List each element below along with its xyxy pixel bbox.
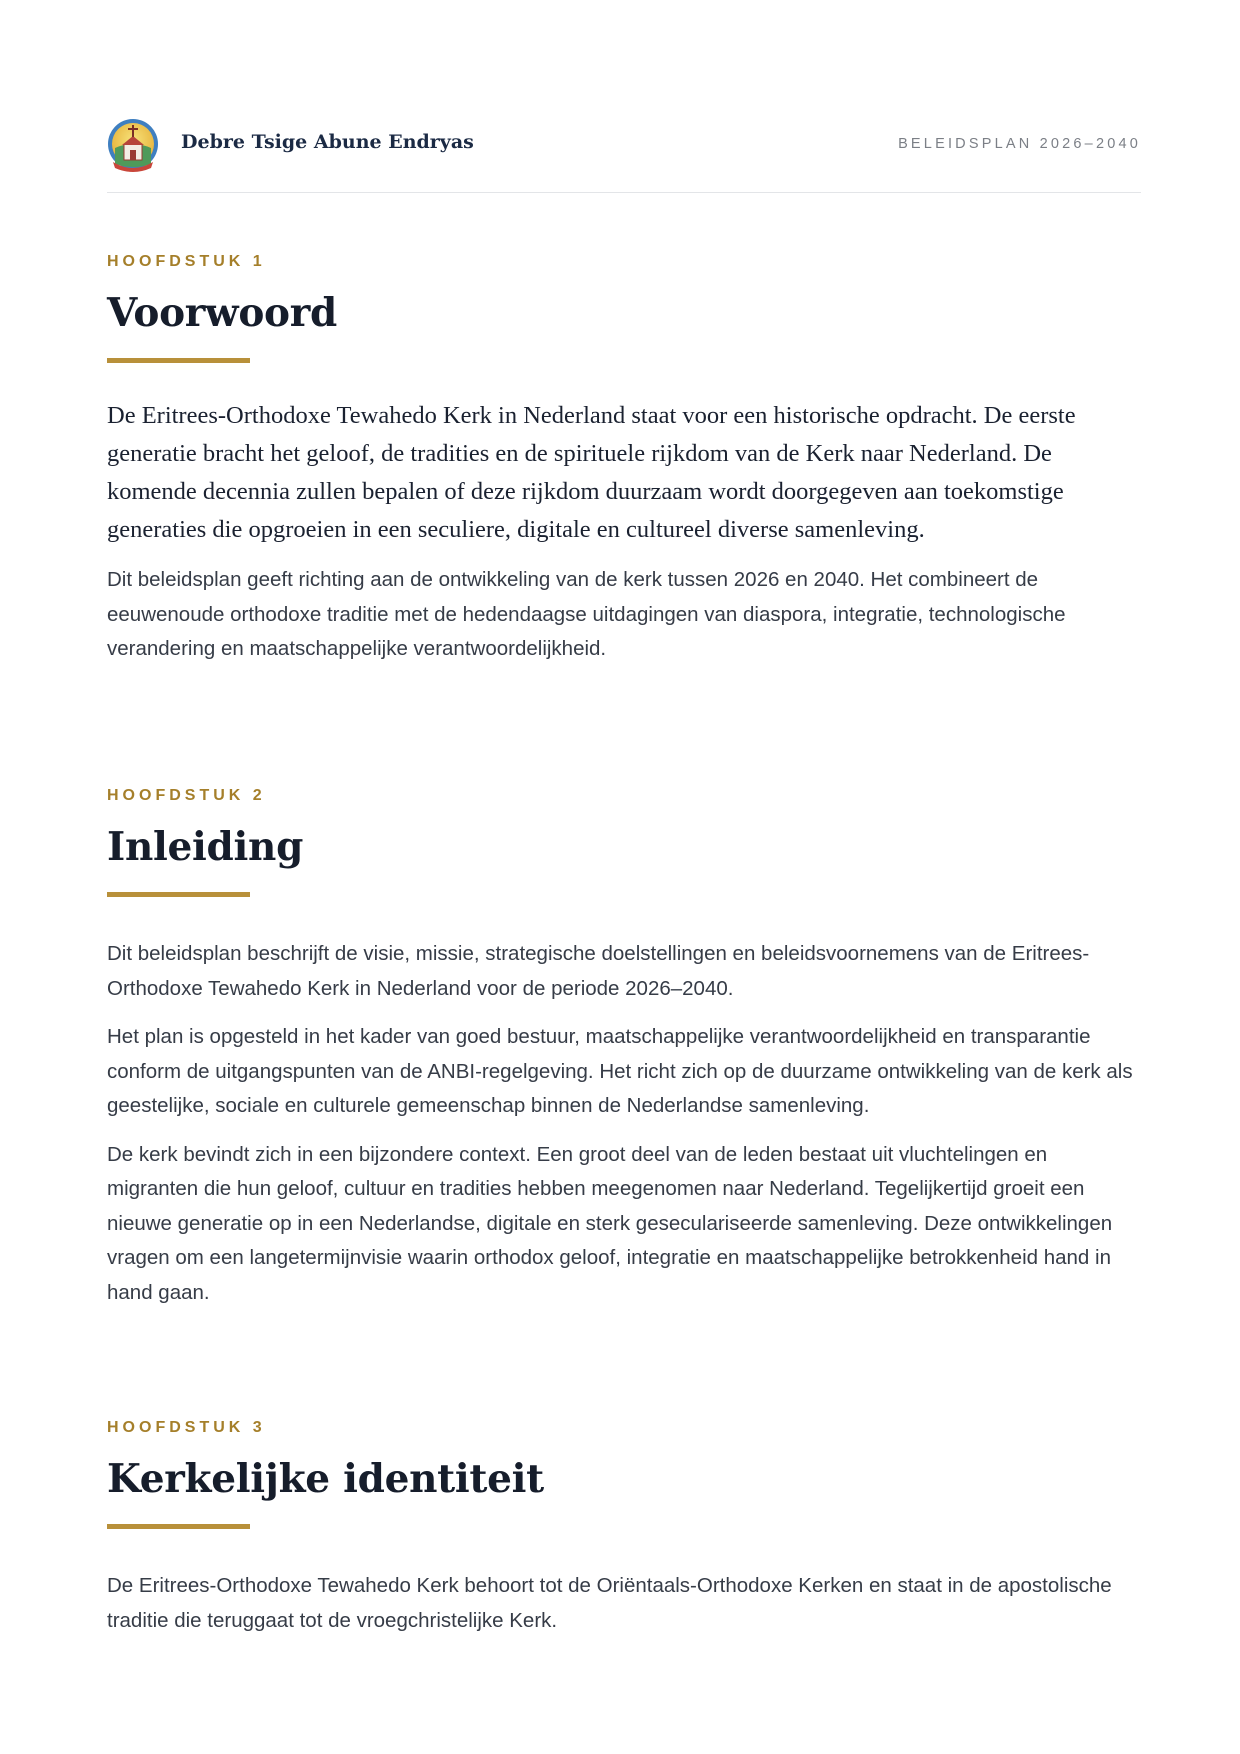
body-paragraph: Dit beleidsplan geeft richting aan de ontwikkeling van de kerk tussen 2026 en 2040. Het combineert de eeuwenoude orthodoxe traditie met de hedendaagse uitdagingen van diaspora, integratie, technologische verandering en maatschappelijke verantwoordelijkheid. (107, 568, 1066, 660)
body-paragraph: Dit beleidsplan beschrijft de visie, missie, strategische doelstellingen en beleidsvoornemens van de Eritrees-Orthodoxe Tewahedo Kerk in Nederland voor de periode 2026–2040. (107, 942, 1090, 1000)
chapter-3 (107, 1418, 1141, 1638)
chapter-label: HOOFDSTUK 3 (107, 1419, 266, 1436)
chapter-label: HOOFDSTUK 1 (107, 253, 266, 270)
chapter-label: HOOFDSTUK 2 (107, 787, 266, 804)
organization-name: Debre Tsige Abune Endryas (181, 131, 474, 153)
title-underline (107, 358, 250, 363)
chapter-title: Voorwoord (107, 290, 337, 336)
title-underline (107, 1524, 250, 1529)
lead-paragraph: De Eritrees-Orthodoxe Tewahedo Kerk in Nederland staat voor een historische opdracht. De eerste generatie bracht het geloof, de tradities en de spirituele rijkdom van de Kerk naar Nederland. De komende decennia zullen bepalen of deze rijkdom duurzaam wordt doorgegeven aan toekomstige generaties die opgroeien in een seculiere, digitale en cultureel diverse samenleving. (107, 402, 1076, 543)
title-underline (107, 892, 250, 897)
chapter-1 (107, 252, 1141, 667)
plan-label: BELEIDSPLAN 2026–2040 (898, 136, 1141, 152)
body-paragraph: Het plan is opgesteld in het kader van goed bestuur, maatschappelijke verantwoordelijkheid en transparantie conform de uitgangspunten van de ANBI-regelgeving. Het richt zich op de duurzame ontwikkeling van de kerk als geestelijke, sociale en culturele gemeenschap binnen de Nederlandse samenleving. (107, 1025, 1133, 1117)
chapter-title: Kerkelijke identiteit (107, 1456, 544, 1502)
chapter-title: Inleiding (107, 824, 304, 870)
chapter-2 (107, 786, 1141, 1310)
church-emblem-icon (107, 118, 159, 172)
body-paragraph: De Eritrees-Orthodoxe Tewahedo Kerk behoort tot de Oriëntaals-Orthodoxe Kerken en staat in de apostolische traditie die teruggaat tot de vroegchristelijke Kerk. (107, 1574, 1112, 1632)
document-header (107, 116, 1141, 193)
body-paragraph: De kerk bevindt zich in een bijzondere context. Een groot deel van de leden bestaat uit vluchtelingen en migranten die hun geloof, cultuur en tradities hebben meegenomen naar Nederland. Tegelijkertijd groeit een nieuwe generatie op in een Nederlandse, digitale en sterk geseculariseerde samenleving. Deze ontwikkelingen vragen om een langetermijnvisie waarin orthodox geloof, integratie en maatschappelijke betrokkenheid hand in hand gaan. (107, 1142, 1113, 1304)
